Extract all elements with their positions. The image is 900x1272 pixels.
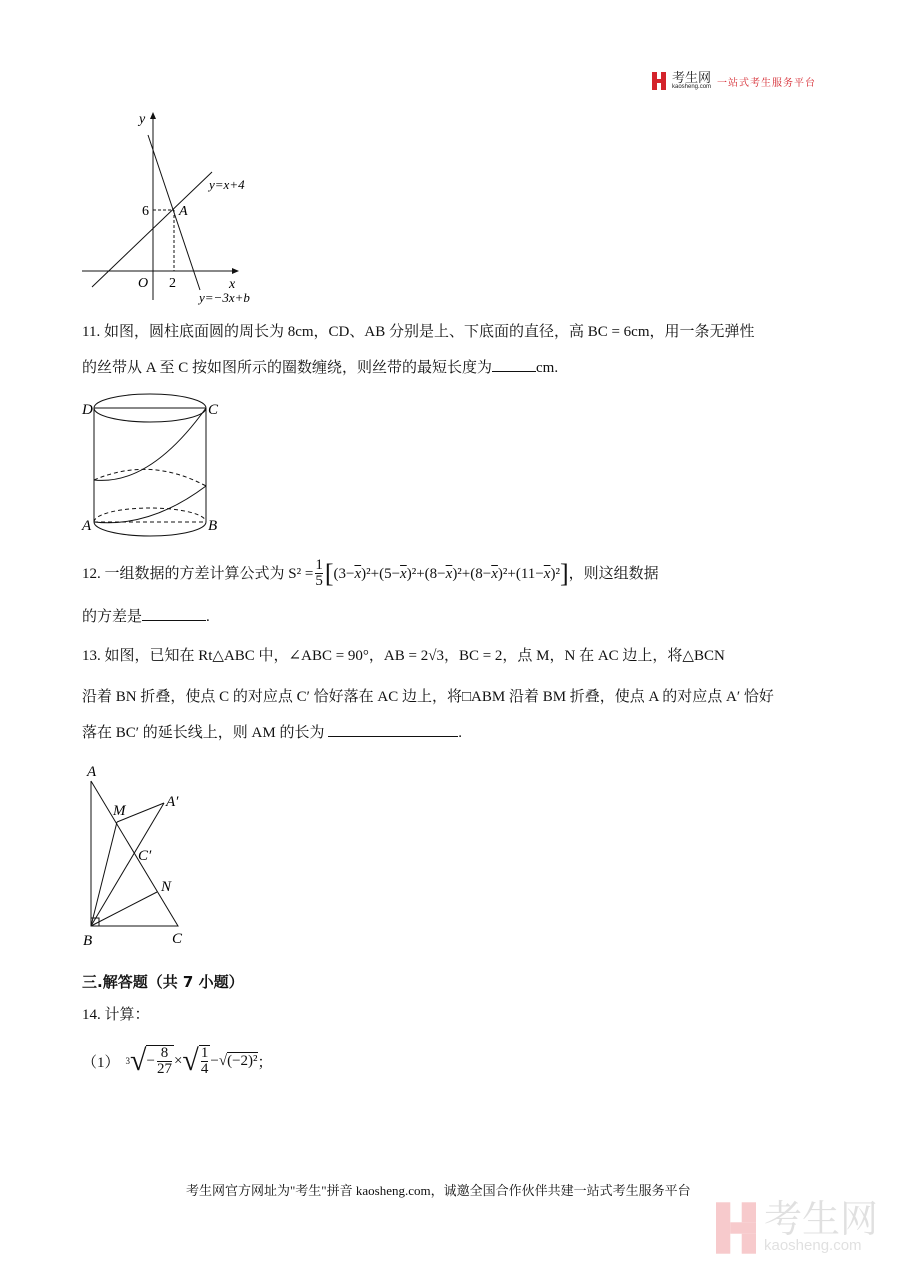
triangle-fold-figure [0,0,220,960]
q13-line2: 沿着 BN 折叠，使点 C 的对应点 C′ 恰好落在 AC 边上，将□ABM 沿着 BM 折叠，使点 A 的对应点 A′ 恰好 [82,689,774,705]
svg-text:y: y [139,112,146,127]
footer-text: 考生网官方网址为"考生"拼音 kaosheng.com，诚邀全国合作伙伴共建一站式考生服务平台 [186,1183,691,1198]
kaosheng-logo-icon [652,72,666,90]
svg-text:A′: A′ [166,794,179,810]
svg-text:y=x+4: y=x+4 [209,177,245,192]
header-logo [652,72,816,90]
section-heading: 三.解答题（共 7 小题） [82,973,244,991]
svg-text:B: B [208,518,218,534]
svg-text:D: D [82,402,93,418]
q11-line2: 的丝带从 A 至 C 按如图所示的圈数缠绕，则丝带的最短长度为 cm. [82,357,558,378]
svg-text:A: A [87,764,97,780]
svg-text:A: A [82,518,92,534]
svg-text:6: 6 [142,204,149,219]
q13-line3: 落在 BC′ 的延长线上，则 AM 的长为 . [82,722,462,743]
svg-text:C: C [172,931,183,947]
logo-slogan: 一站式考生服务平台 [717,77,817,89]
q13-line1: 13. 如图，已知在 Rt△ABC 中，∠ABC = 90°，AB = 2√3，BC = 2，点 M，N 在 AC 边上，将△BCN [82,648,725,664]
logo-domain: kaosheng.com [672,84,712,90]
svg-text:x: x [229,277,236,292]
logo-brand: 考生网 [672,70,712,85]
svg-text:C: C [208,402,219,418]
svg-text:A: A [179,204,188,219]
svg-text:N: N [161,879,172,895]
svg-text:y=−3x+b: y=−3x+b [199,290,250,305]
q14-part1: （1） 3 √ − $\frac{8}{27}$ × √ $\frac{1}{4}$ −√ (−2)² ； [82,1044,273,1077]
watermark-logo: 考生网 kaosheng.com [716,1202,878,1254]
q12-line2: 的方差是 . [82,606,210,627]
kaosheng-watermark-icon [716,1202,756,1254]
q11-line1: 11. 如图，圆柱底面圆的周长为 8cm，CD、AB 分别是上、下底面的直径，高 BC = 6cm，用一条无弹性 [82,324,755,340]
svg-text:C′: C′ [138,848,152,864]
q12-line1: 12. 一组数据的方差计算公式为 S² = $\frac{1}{5}$ [ $(3-\overline{x})^2+(5-\overline{x})^2+(8-\overline{x})^2+(8-\overline{x})^2+(11-\overline{x})^2$ ] ，则这组数据 [82,557,659,589]
q14-title: 14. 计算： [82,1007,150,1023]
svg-text:2: 2 [169,276,176,291]
svg-text:M: M [113,803,126,819]
svg-text:B: B [83,933,93,949]
svg-text:O: O [138,276,149,291]
